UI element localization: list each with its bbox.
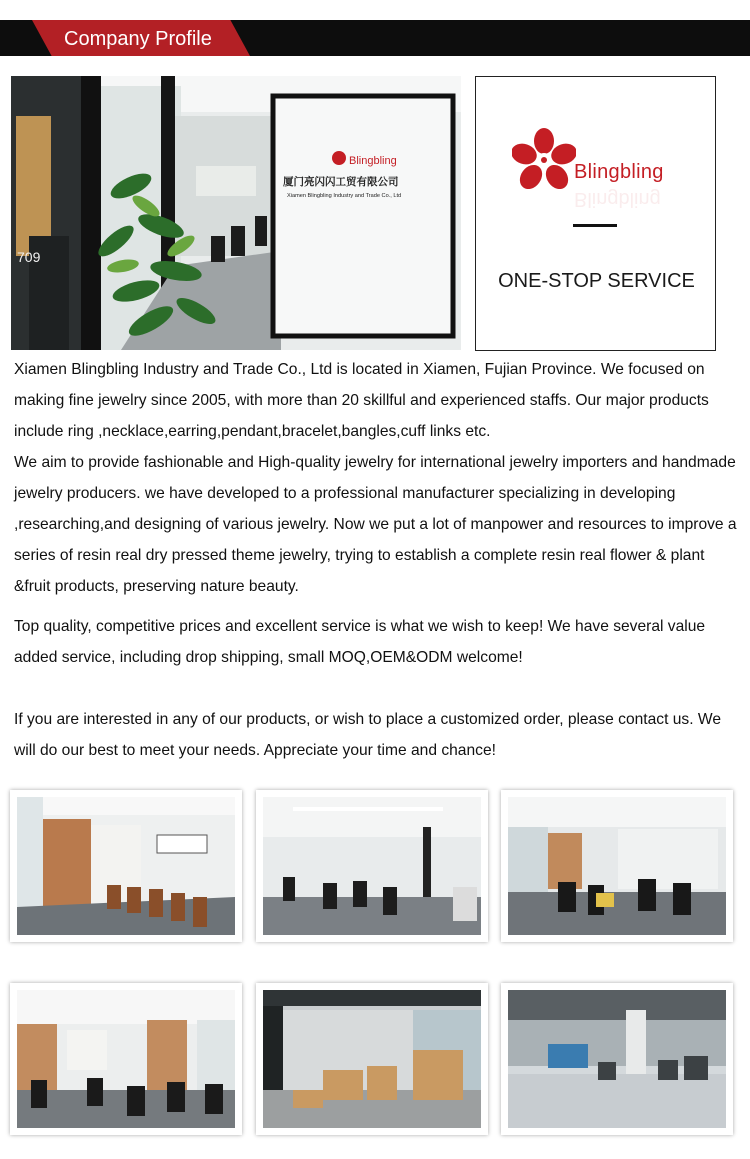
logo-reflection: Blingbling xyxy=(574,188,661,210)
flower-logo-icon xyxy=(512,127,576,189)
door-number: 709 xyxy=(17,249,41,265)
logo-wordmark: Blingbling xyxy=(574,161,664,183)
wall-sign-english: Xiamen Blingbling Industry and Trade Co., Ltd xyxy=(287,193,402,199)
staff-office-photo xyxy=(10,983,242,1135)
logo-divider xyxy=(573,224,617,227)
factory-floor-photo xyxy=(501,983,733,1135)
logo-panel xyxy=(475,76,716,351)
open-office-photo xyxy=(501,790,733,942)
office-workspace-photo xyxy=(256,790,488,942)
warehouse-photo xyxy=(256,983,488,1135)
description-paragraph: If you are interested in any of our products, or wish to place a customized order, please contact us. We will do our best to meet your needs. Appreciate your time and chance! xyxy=(14,711,722,759)
value-statement xyxy=(14,611,744,673)
description-paragraph: Top quality, competitive prices and excellent service is what we wish to keep! We have several value added service, including drop shipping, small MOQ,OEM&ODM welcome! xyxy=(14,618,706,666)
description-paragraph: Xiamen Blingbling Industry and Trade Co., Ltd is located in Xiamen, Fujian Province. We focused on making fine jewelry since 2005, with more than 20 skillful and experienced staffs. Our major products include ring ,necklace,earring,pendant,bracelet,bangles,cuff links etc. xyxy=(14,361,709,440)
description-paragraph: We aim to provide fashionable and High-quality jewelry for international jewelry importers and handmade jewelry producers. we have developed to a professional manufacturer specializing in developing ,researching,and designing of various jewelry. Now we put a lot of manpower and resources to improve a series of resin real dry pressed theme jewelry, trying to establish a complete resin real flower & plant &fruit products, preserving nature beauty. xyxy=(14,454,737,595)
office-reception-photo xyxy=(11,76,461,350)
page-title: Company Profile xyxy=(64,28,212,50)
contact-statement xyxy=(14,704,744,766)
description-block xyxy=(14,354,744,602)
service-text: ONE-STOP SERVICE xyxy=(498,270,695,292)
wall-sign-chinese: 厦门亮闪闪工贸有限公司 xyxy=(283,176,399,188)
wall-sign-brand: Blingbling xyxy=(349,155,397,167)
meeting-room-photo xyxy=(10,790,242,942)
